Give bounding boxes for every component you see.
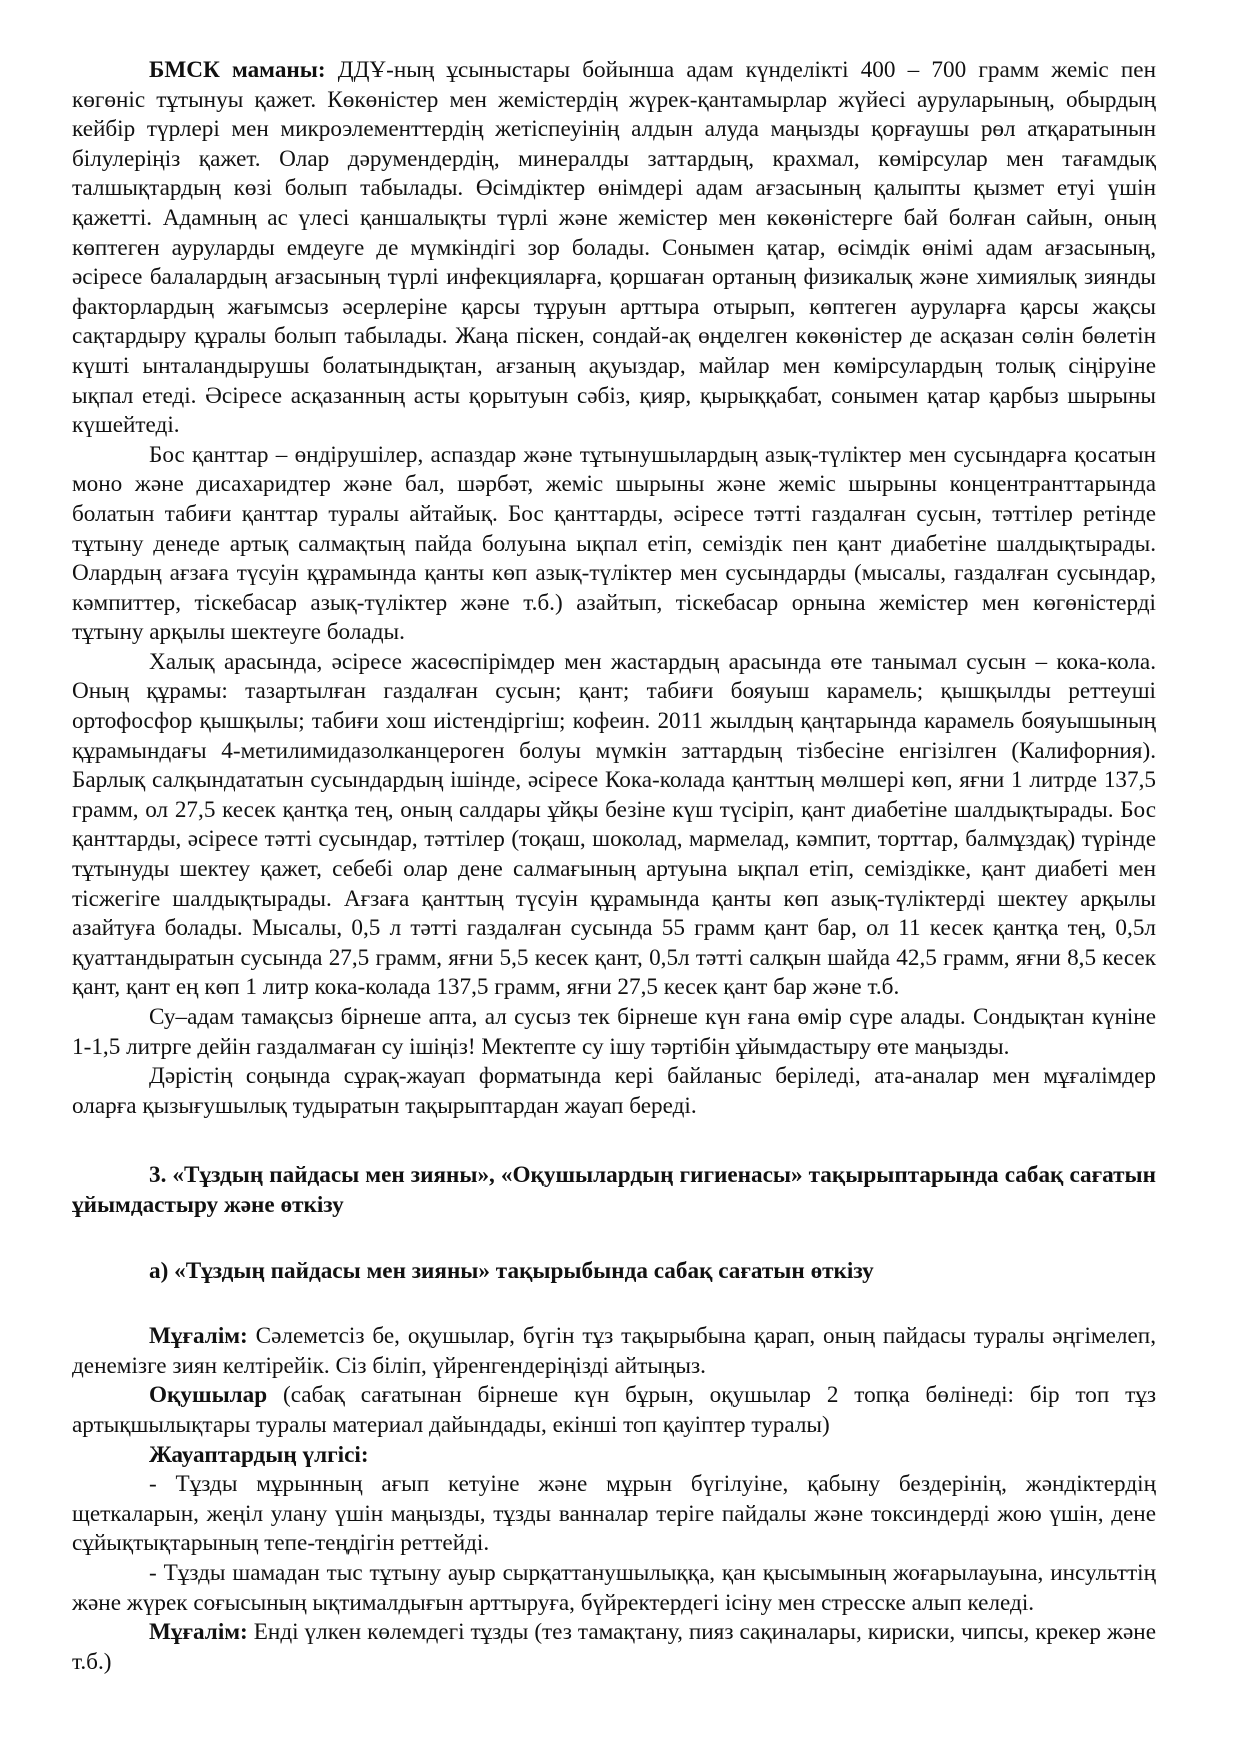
- subsection-heading: а) «Тұздың пайдасы мен зияны» тақырыбында сабақ сағатын өткізу: [149, 1257, 874, 1284]
- teacher-line-1: [72, 1322, 1156, 1381]
- intro-text: ДДҰ-ның ұсыныстары бойынша адам күнделікті 400 – 700 грамм жеміс пен көгөніс тұтынуы қажет. Көкөністер мен жемістердің жүрек-қантамырлар жүйесі ауруларының, обырдың кейбір түрлері мен микроэлементтердің жетіспеуінің алдын алуда маңызды қорғаушы рөл атқаратынын білулеріңіз қажет. Олар дәрумендердің, минералды заттардың, крахмал, көмірсулар мен тағамдық талшықтардың көзі болып табылады. Өсімдіктер өнімдері адам ағзасының қалыпты қызмет етуі үшін қажетті. Адамның ас үлесі қаншалықты түрлі және жемістер мен көкөністерге бай болған сайын, оның көптеген ауруларды емдеуге де мүмкіндігі зор болады. Сонымен қатар, өсімдік өнімі адам ағзасының, әсіресе балалардың ағзасының түрлі инфекцияларға, қоршаған ортаның физикалық және химиялық зиянды факторлардың жағымсыз әсерлеріне қарсы тұруын арттыра отырып, көптеген ауруларға қарсы жақсы сақтардыру құралы болып табылады. Жаңа піскен, сондай-ақ өңделген көкөністер де асқазан сөлін бөлетін күшті ынталандырушы болатындықтан, ағзаның ақуыздар, майлар мен көмірсулардың толық сіңіруіне ықпал етеді. Әсіресе асқазанның асты қорытуын сәбіз, қияр, қырыққабат, сонымен қатар қарбыз шырыны күшейтеді.: [72, 57, 1156, 439]
- intro-speaker: БМСК маманы:: [149, 57, 326, 83]
- paragraph-free-sugars: Бос қанттар – өндірушілер, аспаздар және тұтынушылардың азық-түліктер мен сусындарға қосатын моно және дисахаридтер және бал, шәрбәт, жеміс шырыны және жеміс шырыны концентранттарында болатын табиғи қанттар туралы айтайық. Бос қанттарды, әсіресе тәтті газдалған сусын, тәттілер ретінде тұтыну денеде артық салмақтың пайда болуына ықпал етіп, семіздік пен қант диабетіне шалдықтырады. Олардың ағзаға түсуін құрамында қанты көп азық-түліктер мен сусындарды (мысалы, газдалған сусындар, кәмпиттер, тіскебасар азық-түліктер және т.б.) азайтып, тіскебасар орнына жемістер мен көгөністерді тұтыну арқылы шектеуге болады.: [72, 441, 1156, 646]
- students-line: [72, 1381, 1156, 1440]
- section-heading: 3. «Тұздың пайдасы мен зияны», «Оқушылардың гигиенасы» тақырыптарында сабақ сағатын ұйымдастыру және өткізу: [72, 1162, 1156, 1218]
- teacher-label: Мұғалім:: [149, 1323, 248, 1350]
- teacher-line-2: [72, 1618, 1156, 1677]
- answer-item-1: - Тұзды мұрынның ағып кетуіне және мұрын бүгілуіне, қабыну бездерінің, жәндіктердің щеткаларын, жеңіл улану үшін маңызды, тұзды ванналар теріге пайдалы және токсиндерді жою үшін, дене сұйықтықтарының тепе-теңдігін реттейді.: [72, 1471, 1156, 1557]
- intro-paragraph: [72, 56, 1156, 441]
- answers-label: Жауаптардың үлгісі:: [149, 1441, 369, 1468]
- answer-item-2: - Тұзды шамадан тыс тұтыну ауыр сырқаттанушылыққа, қан қысымының жоғарылауына, инсульттің және жүрек соғысының ықтималдығын арттыруға, бүйректердегі ісіну мен стресске алып келеді.: [72, 1559, 1156, 1616]
- students-label: Оқушылар: [149, 1382, 268, 1409]
- teacher-text-1: Сәлеметсіз бе, оқушылар, бүгін тұз тақырыбына қарап, оның пайдасы туралы әңгімелеп, денемізге зиян келтірейік. Сіз біліп, үйренгендеріңізді айтыңыз.: [72, 1323, 1156, 1379]
- students-text: (сабақ сағатынан бірнеше күн бұрын, оқушылар 2 топқа бөлінеді: бір топ тұз артықшылықтары туралы материал дайындады, екінші топ қауіптер туралы): [72, 1382, 1156, 1438]
- paragraph-water: Су–адам тамақсыз бірнеше апта, ал сусыз тек бірнеше күн ғана өмір сүре алады. Сондықтан күніне 1-1,5 литрге дейін газдалмаған су ішіңіз! Мектепте су ішу тәртібін ұйымдастыру өте маңызды.: [72, 1004, 1156, 1060]
- teacher-label-2: Мұғалім:: [149, 1619, 248, 1646]
- teacher-text-2: Енді үлкен көлемдегі тұзды (тез тамақтану, пияз сақиналары, кириски, чипсы, крекер және т.б.): [72, 1619, 1156, 1675]
- paragraph-feedback: Дәрістің соңында сұрақ-жауап форматында кері байланыс беріледі, ата-аналар мен мұғалімдер оларға қызығушылық тудыратын тақырыптардан жауап береді.: [72, 1063, 1156, 1119]
- paragraph-coca-cola: Халық арасында, әсіресе жасөспірімдер мен жастардың арасында өте танымал сусын – кока-кола. Оның құрамы: тазартылған газдалған сусын; қант; табиғи бояуыш карамель; қышқылды реттеуші ортофосфор қышқылы; табиғи хош иістендіргіш; кофеин. 2011 жылдың қаңтарында карамель бояуышының құрамындағы 4-метилимидазолканцероген болуы мүмкін заттардың тізбесіне енгізілген (Калифорния). Барлық салқындататын сусындардың ішінде, әсіресе Кока-колада қанттың мөлшері көп, яғни 1 литрде 137,5 грамм, ол 27,5 кесек қантқа тең, оның салдары ұйқы безіне күш түсіріп, қант диабетіне шалдықтырады. Бос қанттарды, әсіресе тәтті сусындар, тәттілер (тоқаш, шоколад, мармелад, кәмпит, торттар, балмұздақ) түрінде тұтынуды шектеу қажет, себебі олар дене салмағының артуына ықпал етіп, семіздікке, қант диабеті мен тісжегіге шалдықтырады. Ағзаға қанттың түсуін құрамында қанты көп азық-түліктерді шектеу арқылы азайтуға болады. Мысалы, 0,5 л тәтті газдалған сусында 55 грамм қант бар, ол 11 кесек қантқа тең, 0,5л қуаттандыратын сусында 27,5 грамм, яғни 5,5 кесек қант, 0,5л тәтті салқын шайда 42,5 грамм, яғни 8,5 кесек қант, қант ең көп 1 литр кока-колада 137,5 грамм, яғни 27,5 кесек қант бар және т.б.: [72, 648, 1156, 1001]
